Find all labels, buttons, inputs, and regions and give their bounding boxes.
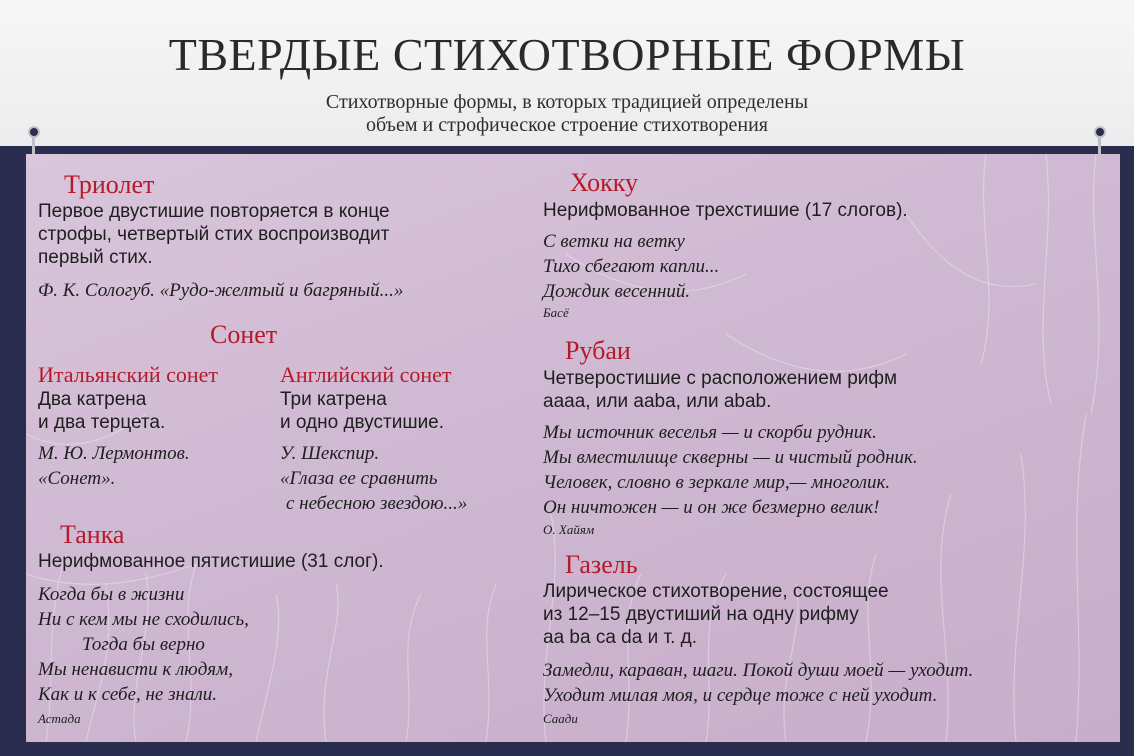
ghazal-author: Саади [543, 711, 578, 726]
hokku-poem-line-1: С ветки на ветку [543, 231, 685, 252]
sonnet-heading: Сонет [210, 320, 278, 349]
hokku-poem-line-2: Тихо сбегают капли... [543, 256, 720, 277]
poster-subtitle-line-2: объем и строфическое строение стихотворения [365, 114, 768, 136]
tanka-poem-line-5: Как и к себе, не знали. [38, 684, 217, 705]
ghazal-heading: Газель [565, 550, 638, 579]
tanka-poem-line-1: Когда бы в жизни [38, 584, 185, 605]
italian-sonnet-example-line-1: М. Ю. Лермонтов. [38, 443, 190, 464]
triolet-example: Ф. К. Сологуб. «Рудо-желтый и багряный...» [38, 280, 404, 301]
tanka-poem-line-4: Мы ненависти к людям, [38, 659, 234, 680]
ghazal-desc-line-2: из 12–15 двустиший на одну рифму [543, 604, 859, 625]
italian-sonnet-heading: Итальянский сонет [38, 362, 219, 387]
tanka-poem-line-2: Ни с кем мы не сходились, [38, 609, 249, 630]
italian-sonnet-example-line-2: «Сонет». [38, 468, 116, 489]
hokku-desc: Нерифмованное трехстишие (17 слогов). [543, 200, 908, 221]
english-sonnet-example-line-1: У. Шекспир. [280, 443, 380, 464]
poster-subtitle-line-1: Стихотворные формы, в которых традицией определены [325, 91, 809, 113]
hokku-author: Басё [543, 305, 569, 320]
english-sonnet-heading: Английский сонет [280, 362, 452, 387]
triolet-desc-line-1: Первое двустишие повторяется в конце [38, 201, 390, 222]
poster-title: ТВЕРДЫЕ СТИХОТВОРНЫЕ ФОРМЫ [168, 29, 966, 80]
english-sonnet-desc-line-1: Три катрена [280, 389, 387, 410]
italian-sonnet-desc-line-1: Два катрена [38, 389, 147, 410]
english-sonnet-example-line-3: с небесною звездою...» [286, 493, 468, 514]
triolet-desc-line-3: первый стих. [38, 247, 153, 268]
rubai-desc-line-1: Четверостишие с расположением рифм [543, 368, 898, 389]
right-binding-ring [1094, 126, 1106, 138]
ghazal-desc-line-3: аа bа са dа и т. д. [543, 627, 697, 648]
poster-header [0, 0, 1134, 146]
ghazal-poem-line-1: Замедли, караван, шаги. Покой души моей — уходит. [543, 660, 974, 681]
rubai-heading: Рубаи [565, 336, 631, 365]
rubai-poem-line-3: Человек, словно в зеркале мир,— многолик. [543, 472, 891, 493]
rubai-poem-line-1: Мы источник веселья — и скорби рудник. [543, 422, 877, 443]
hokku-poem-line-3: Дождик весенний. [543, 281, 691, 302]
rubai-poem-line-2: Мы вместилище скверны — и чистый родник. [543, 447, 918, 468]
tanka-author: Астада [38, 711, 81, 726]
rubai-desc-line-2: аааа, или aaba, или abab. [543, 391, 772, 412]
english-sonnet-desc-line-2: и одно двустишие. [280, 412, 445, 433]
hokku-heading: Хокку [570, 168, 639, 197]
rubai-poem-line-4: Он ничтожен — и он же безмерно велик! [543, 497, 880, 518]
triolet-heading: Триолет [64, 170, 155, 199]
tanka-desc: Нерифмованное пятистишие (31 слог). [38, 551, 384, 572]
italian-sonnet-desc-line-2: и два терцета. [38, 412, 166, 433]
left-binding-ring [28, 126, 40, 138]
rubai-author: О. Хайям [543, 522, 595, 537]
tanka-heading: Танка [60, 520, 125, 549]
tanka-poem-line-3: Тогда бы верно [82, 634, 205, 655]
english-sonnet-example-line-2: «Глаза ее сравнить [280, 468, 438, 489]
triolet-desc-line-2: строфы, четвертый стих воспроизводит [38, 224, 390, 245]
ghazal-desc-line-1: Лирическое стихотворение, состоящее [543, 581, 889, 602]
ghazal-poem-line-2: Уходит милая моя, и сердце тоже с ней уходит. [543, 685, 938, 706]
